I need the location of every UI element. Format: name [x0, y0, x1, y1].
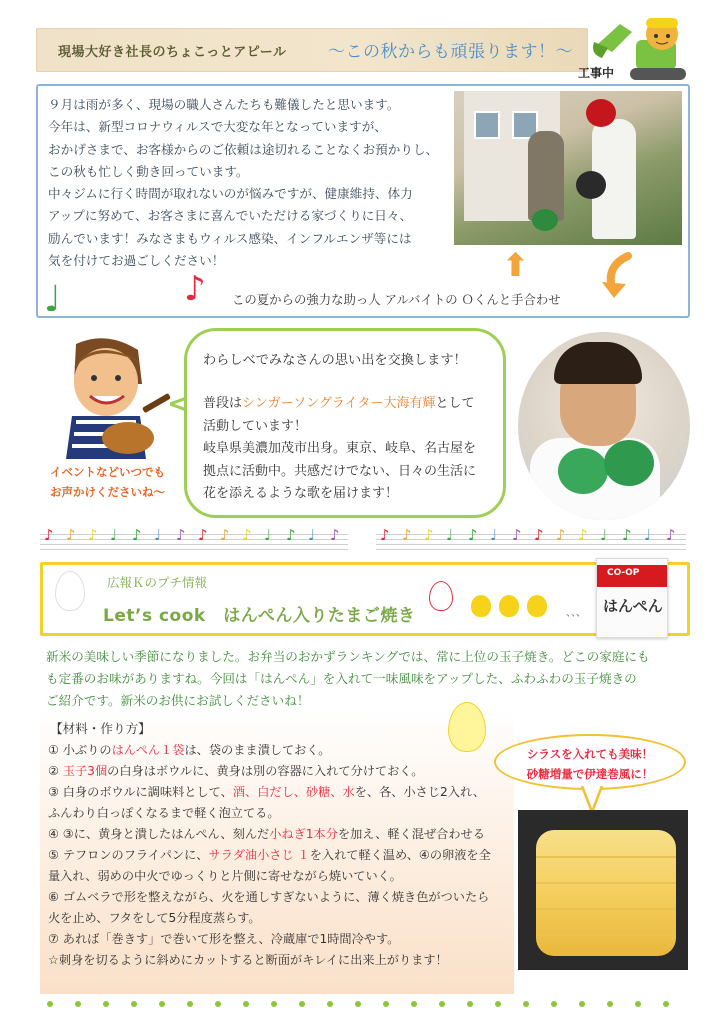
recipe-title: Let’s cook はんぺん入りたまご焼き — [103, 606, 416, 626]
recipe-heading: 【材料・作り方】 — [50, 721, 151, 736]
message-line: この秋も忙しく動き回っています。 — [48, 163, 249, 179]
recipe-intro: 新米の美味しい季節になりました。お弁当のおかずランキングでは、常に上位の玉子焼き。どこの家庭にも も定番のお味がありますね。今回は「はんぺん」を入れて一味風味をアップした、ふわふわの玉子焼きの ご紹介です。新米のお供にお試しくださいね！ — [46, 649, 650, 708]
step-3: ③ 白身のボウルに調味料として、酒、白だし、砂糖、水を、各、小さじ2入れ、 — [48, 785, 486, 799]
arrow-up-icon: ⬆ — [502, 246, 529, 284]
message-line: 気を付けてお過ごしください！ — [48, 253, 225, 269]
music-staff-divider-left: ♪ ♪ ♪ ♩ ♪ ♩ ♪ ♪ ♪ ♪ ♩ ♪ ♩ ♪ — [40, 528, 348, 552]
recipe-steps-panel — [40, 710, 514, 994]
boxing-photo — [454, 91, 682, 245]
header-banner — [36, 28, 588, 72]
music-note-red-icon: ♪ — [184, 269, 206, 309]
step-1: ① 小ぶりのはんぺん１袋は、袋のまま潰しておく。 — [48, 743, 331, 757]
step-6: ⑥ ゴムベラで形を整えながら、火を通しすぎないように、薄く焼き色がついたら — [48, 890, 490, 904]
header-title-left: 現場大好き社長のちょこっとアピール — [58, 45, 287, 60]
president-message-text — [48, 94, 458, 272]
ellipsis-marks: 、、、 — [566, 608, 586, 619]
message-line: 中々ジムに行く時間が取れないのが悩みですが、健康維持、体力 — [48, 186, 413, 202]
egg-character-icon — [55, 571, 85, 611]
recipe-steps — [48, 740, 491, 971]
arrow-down-icon — [598, 252, 642, 302]
tamagoyaki-photo — [518, 810, 688, 970]
egg-character-icon — [448, 702, 486, 752]
music-staff-divider-right: ♪ ♪ ♪ ♩ ♪ ♩ ♪ ♪ ♪ ♪ ♩ ♪ ♩ ♪ — [376, 528, 686, 552]
worker-photo — [518, 332, 690, 520]
step-7-tip: ☆刺身を切るように斜めにカットすると断面がキレイに出来上がります！ — [48, 953, 448, 967]
sprout-border — [40, 996, 686, 1012]
singer-name: シンガーソングライター大海有輝 — [242, 396, 436, 411]
tip-line: シラスを入れても美味！ — [526, 747, 654, 761]
chick-icon — [527, 595, 547, 617]
hanpen-package — [596, 558, 668, 638]
construction-badge: 工事中 — [578, 66, 615, 80]
chick-icon — [471, 595, 491, 617]
bubble-body: 普段はシンガーソングライター大海有輝として 活動しています！ 岐阜県美濃加茂市出身。東京、岐阜、名古屋を 拠点に活動中。共感だけでない、日々の生活に 花を添えるような歌を届けます！ — [203, 396, 477, 501]
photo-caption: この夏からの強力な助っ人 アルバイトの Ｏくんと手合わせ — [232, 292, 561, 307]
header-title-right: ～この秋からも頑張ります！～ — [328, 42, 573, 62]
message-line: 今年は、新型コロナウィルスで大変な年となっていますが、 — [48, 119, 387, 135]
event-note: イベントなどいつでも お声かけくださいね～ — [50, 465, 165, 499]
package-brand: CO-OP — [607, 568, 640, 578]
tip-bubble — [494, 734, 686, 790]
step-3-cont: ふんわり白っぽくなるまで軽く泡立てる。 — [48, 806, 280, 820]
message-line: ９月は雨が多く、現場の職人さんたちも難儀したと思います。 — [48, 97, 400, 112]
cooking-info-box — [40, 562, 690, 636]
package-name: はんぺん — [603, 597, 663, 615]
chick-icon — [499, 595, 519, 617]
music-note-green-icon: ♩ — [44, 279, 61, 320]
message-line: 励んでいます！みなさまもウィルス感染、インフルエンザ等には — [48, 230, 412, 246]
chicken-icon — [429, 581, 453, 611]
bubble-title: わらしべでみなさんの思い出を交換します！ — [203, 353, 467, 368]
tip-line: 砂糖増量で伊達巻風に！ — [526, 767, 654, 781]
singer-intro-bubble — [184, 328, 506, 518]
step-6-cont: 火を止め、フタをして5分程度蒸らす。 — [48, 911, 261, 925]
message-line: アップに努めて、お客さまに喜んでいただける家づくりに日々、 — [48, 208, 413, 224]
step-4: ④ ③に、黄身と潰したはんぺん、刻んだ小ねぎ1本分を加え、軽く混ぜ合わせる — [48, 827, 485, 841]
step-7: ⑦ あれば「巻きす」で巻いて形を整え、冷蔵庫で1時間冷やす。 — [48, 932, 400, 946]
step-5: ⑤ テフロンのフライパンに、サラダ油小さじ １を入れて軽く温め、④の卵液を全 — [48, 848, 491, 862]
step-5-cont: 量入れ、弱めの中火でゆっくりと片側に寄せながら焼いていく。 — [48, 869, 402, 883]
step-2: ② 玉子3個の白身はボウルに、黄身は別の容器に入れて分けておく。 — [48, 764, 424, 778]
message-line: おかげさまで、お客様からのご依頼は途切れることなくお預かりし、 — [48, 141, 439, 157]
info-label: 広報Ｋのプチ情報 — [107, 575, 208, 590]
guitarist-illustration — [46, 334, 176, 459]
